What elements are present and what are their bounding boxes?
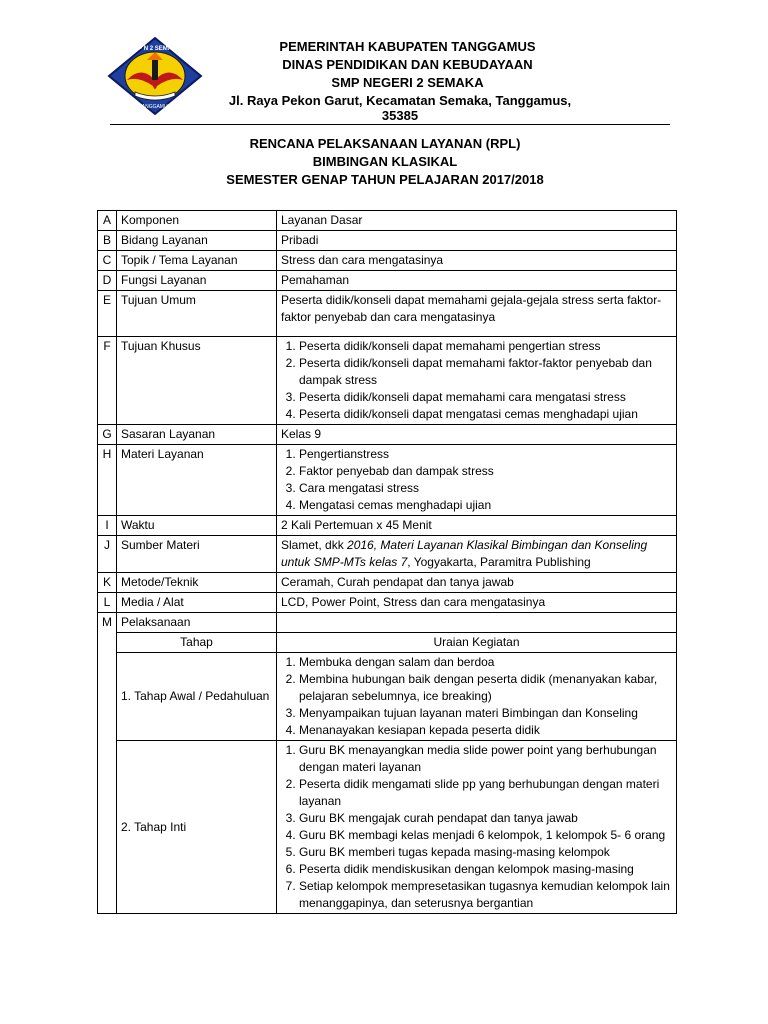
list-item: 3. Peserta didik/konseli dapat memahami cara mengatasi stress <box>299 389 672 406</box>
list-item: 2. Peserta didik/konseli dapat memahami faktor-faktor penyebab dan dampak stress <box>299 355 672 389</box>
list-item: 4. Mengatasi cemas menghadapi ujian <box>299 497 672 514</box>
row-value: Layanan Dasar <box>277 211 677 231</box>
activity-list <box>281 654 672 739</box>
table-row <box>98 337 677 425</box>
letterhead <box>0 0 768 125</box>
row-code: H <box>98 445 117 516</box>
row-value: Stress dan cara mengatasinya <box>277 251 677 271</box>
list-item: 6. Peserta didik mendiskusikan dengan kelompok masing-masing <box>299 861 672 878</box>
row-label: Sasaran Layanan <box>117 425 277 445</box>
pelaksanaan-header-row <box>98 633 677 653</box>
phase-row <box>98 653 677 741</box>
logo-bottom-text: TANGGAMUS <box>139 104 171 110</box>
list-item: 3. Menyampaikan tujuan layanan materi Bimbingan dan Konseling <box>299 705 672 722</box>
letterhead-address: Jl. Raya Pekon Garut, Kecamatan Semaka, Tanggamus, 35385 <box>228 93 572 123</box>
row-value <box>277 536 677 573</box>
table-row <box>98 291 677 337</box>
list-item: 3. Guru BK mengajak curah pendapat dan tanya jawab <box>299 810 672 827</box>
logo-top-text: SMP N 2 SEMAKA <box>129 46 181 52</box>
letterhead-divider <box>110 124 670 125</box>
table-row <box>98 593 677 613</box>
row-code: A <box>98 211 117 231</box>
list-item: 3. Cara mengatasi stress <box>299 480 672 497</box>
row-label: Topik / Tema Layanan <box>117 251 277 271</box>
row-code: L <box>98 593 117 613</box>
row-code: K <box>98 573 117 593</box>
list-item: 2. Faktor penyebab dan dampak stress <box>299 463 672 480</box>
row-label: Media / Alat <box>117 593 277 613</box>
row-value <box>277 613 677 633</box>
row-label: Komponen <box>117 211 277 231</box>
materi-list <box>281 446 672 514</box>
table-row <box>98 211 677 231</box>
table-row <box>98 445 677 516</box>
row-value <box>277 337 677 425</box>
row-label: Metode/Teknik <box>117 573 277 593</box>
phase-activities <box>277 653 677 741</box>
phase-row <box>98 741 677 914</box>
row-value: Peserta didik/konseli dapat memahami gejala-gejala stress serta faktor-faktor penyebab dan cara mengatasinya <box>277 291 677 337</box>
letterhead-line: DINAS PENDIDIKAN DAN KEBUDAYAAN <box>282 57 533 72</box>
list-item: 1. Membuka dengan salam dan berdoa <box>299 654 672 671</box>
table-row <box>98 536 677 573</box>
row-value: LCD, Power Point, Stress dan cara mengatasinya <box>277 593 677 613</box>
row-value <box>277 445 677 516</box>
row-code: F <box>98 337 117 425</box>
row-code: D <box>98 271 117 291</box>
row-value: Ceramah, Curah pendapat dan tanya jawab <box>277 573 677 593</box>
row-label: Bidang Layanan <box>117 231 277 251</box>
document-title <box>100 135 670 189</box>
list-item: 7. Setiap kelompok mempresetasikan tugasnya kemudian kelompok lain menanggapinya, dan seterusnya bergantian <box>299 878 672 912</box>
row-label: Sumber Materi <box>117 536 277 573</box>
letterhead-institution <box>210 38 605 92</box>
source-publisher: , Yogyakarta, Paramitra Publishing <box>407 555 591 569</box>
rpl-table <box>97 210 677 914</box>
phase-name: 2. Tahap Inti <box>117 741 277 914</box>
source-author: Slamet, dkk <box>281 538 348 552</box>
row-value: 2 Kali Pertemuan x 45 Menit <box>277 516 677 536</box>
list-item: 4. Peserta didik/konseli dapat mengatasi cemas menghadapi ujian <box>299 406 672 423</box>
row-label: Materi Layanan <box>117 445 277 516</box>
row-code: I <box>98 516 117 536</box>
letterhead-line: PEMERINTAH KABUPATEN TANGGAMUS <box>279 39 536 54</box>
table-row <box>98 271 677 291</box>
row-label: Waktu <box>117 516 277 536</box>
doc-title-line: RENCANA PELAKSANAAN LAYANAN (RPL) <box>249 136 521 151</box>
table-row <box>98 613 677 633</box>
row-label: Tujuan Umum <box>117 291 277 337</box>
list-item: 1. Guru BK menayangkan media slide power point yang berhubungan dengan materi layanan <box>299 742 672 776</box>
header-tahap: Tahap <box>117 633 277 653</box>
row-value: Pribadi <box>277 231 677 251</box>
row-code: J <box>98 536 117 573</box>
source-title: 2016, Materi Layanan Klasikal Bimbingan dan Konseling untuk SMP-MTs kelas 7 <box>281 538 648 569</box>
row-label: Tujuan Khusus <box>117 337 277 425</box>
list-item: 1. Peserta didik/konseli dapat memahami pengertian stress <box>299 338 672 355</box>
activity-list <box>281 742 672 912</box>
row-code: B <box>98 231 117 251</box>
list-item: 4. Guru BK membagi kelas menjadi 6 kelompok, 1 kelompok 5- 6 orang <box>299 827 672 844</box>
row-value: Kelas 9 <box>277 425 677 445</box>
row-code: C <box>98 251 117 271</box>
phase-name: 1. Tahap Awal / Pedahuluan <box>117 653 277 741</box>
row-label: Pelaksanaan <box>117 613 277 633</box>
letterhead-line: SMP NEGERI 2 SEMAKA <box>331 75 484 90</box>
doc-title-line: BIMBINGAN KLASIKAL <box>312 154 458 169</box>
table-row <box>98 231 677 251</box>
list-item: 4. Menanayakan kesiapan kepada peserta didik <box>299 722 672 739</box>
row-code: G <box>98 425 117 445</box>
school-logo <box>105 36 205 116</box>
doc-title-line: SEMESTER GENAP TAHUN PELAJARAN 2017/2018 <box>226 172 544 187</box>
table-row <box>98 425 677 445</box>
tujuan-khusus-list <box>281 338 672 423</box>
table-row <box>98 251 677 271</box>
row-value: Pemahaman <box>277 271 677 291</box>
list-item: 5. Guru BK memberi tugas kepada masing-masing kelompok <box>299 844 672 861</box>
row-label: Fungsi Layanan <box>117 271 277 291</box>
row-code: M <box>98 613 117 914</box>
phase-activities <box>277 741 677 914</box>
table-row <box>98 573 677 593</box>
list-item: 2. Membina hubungan baik dengan peserta didik (menanyakan kabar, pelajaran sebelumnya, ice breaking) <box>299 671 672 705</box>
header-uraian: Uraian Kegiatan <box>277 633 677 653</box>
list-item: 2. Peserta didik mengamati slide pp yang berhubungan dengan materi layanan <box>299 776 672 810</box>
table-row <box>98 516 677 536</box>
row-code: E <box>98 291 117 337</box>
list-item: 1. Pengertianstress <box>299 446 672 463</box>
